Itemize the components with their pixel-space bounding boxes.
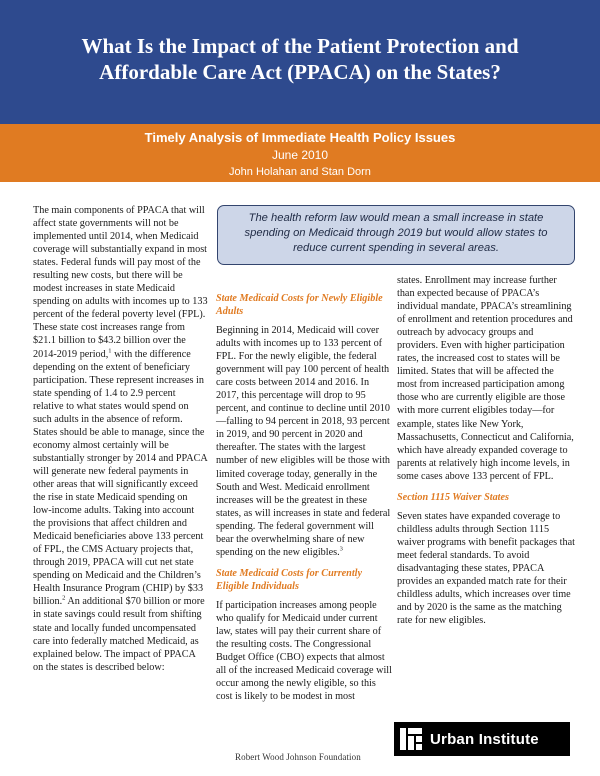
publication-date: June 2010	[271, 148, 329, 162]
section-heading-1115-waiver: Section 1115 Waiver States	[397, 491, 509, 503]
newly-eligible-paragraph	[216, 324, 392, 559]
newly-eligible-text: Beginning in 2014, Medicaid will cover adults with incomes up to 133 percent of FPL. For the newly eligible, the federal government will pay 100 percent of health care costs between 2014 and 2016. In 2017, this percentage will drop to 95 percent, and continue to decline until 2010—falling to 94 percent in 2018, 93 percent in 2019, and 90 percent in 2020 and thereafter. The states with the largest number of new eligibles will be those with limited coverage today, generally in the South and West. Medicaid enrollment increases will be the greatest in these states, as will increases in state and federal spending. The federal government will bear the overwhelming share of new spending on the new eligibles.	[216, 325, 391, 558]
urban-institute-logo	[394, 722, 570, 756]
enrollment-paragraph: states. Enrollment may increase further than expected because of PPACA’s individual mandate, PPACA’s streamlining of enrollment and retention procedures and outreach by advocacy groups and providers. Even with higher participation rates, the increased cost to states will be limited. States that will be affected the most from increased participation among those who are currently eligible are those with more current eligibles today—for example, states like New York, Massachusetts, Connecticut and California, which have already expanded coverage to parents at relatively high income levels, in some cases above 133 percent of FPL.	[397, 275, 574, 482]
title-banner	[0, 0, 600, 124]
series-subtitle: Timely Analysis of Immediate Health Policy Issues	[144, 130, 456, 145]
currently-eligible-paragraph: If participation increases among people who qualify for Medicaid under current law, states will pay their current share of the resulting costs. The Congressional Budget Office (CBO) expects that almost all of the increased Medicaid coverage will occur among the newly eligible, so this cost is likely to be modest in most	[216, 599, 392, 703]
footnote-ref-2: 2	[62, 595, 66, 603]
section-heading-newly-eligible: State Medicaid Costs for Newly Eligible Adults	[216, 293, 383, 317]
column-left	[33, 204, 208, 674]
footnote-ref-1: 1	[108, 347, 112, 355]
intro-paragraph	[33, 204, 208, 674]
section-heading-currently-eligible: State Medicaid Costs for Currently Eligible Individuals	[216, 567, 363, 592]
subtitle-banner	[0, 124, 600, 182]
footnote-ref-3: 3	[339, 545, 343, 553]
rwj-foundation-logo: Robert Wood Johnson Foundation	[235, 752, 361, 762]
callout-box	[217, 205, 575, 265]
intro-text-part-2: with the difference depending on the extent of beneficiary participation. These represent increases in state spending of 1.4 to 2.9 percent relative to what states would spend on such adults in the absence of reform. States should be able to manage, since the economy almost certainly will be substantially stronger by 2014 and PPACA will generate new federal payments in other areas that will significantly exceed the rise in state Medicaid spending on low-income adults. Taking into account the provisions that affect children and Medicaid beneficiaries above 133 percent of FPL, the CMS Actuary projects that, through 2019, PPACA will cut net state spending on Medicaid and the Children’s Health Insurance Program (CHIP) by $33 billion.	[33, 348, 208, 608]
intro-text-part-1: The main components of PPACA that will affect state governments will not be implemented until 2014, when Medicaid coverage will substantially expand in most states. Federal funds will pay most of the resulting new costs, but there will be modest increases in state Medicaid spending on adults with incomes up to 133 percent of the federal poverty level (FPL). These state cost increases range from $21.1 billion to $43.2 billion over the 2014-2019 period,	[33, 205, 208, 360]
urban-institute-mark-icon	[398, 726, 424, 752]
urban-institute-wordmark: Urban Institute	[430, 730, 539, 748]
callout-text: The health reform law would mean a small increase in state spending on Medicaid through 2019 but would allow states to reduce current spending in several areas.	[244, 212, 548, 254]
column-middle	[216, 292, 392, 703]
waiver-paragraph: Seven states have expanded coverage to childless adults through Section 1115 waiver programs with benefit packages that meet federal standards. To avoid disadvantaging these states, PPACA provides an expanded match rate for their childless adults, which increases over time and by 2020 is the same as the matching rate for new eligibles.	[397, 510, 575, 627]
column-right	[397, 274, 575, 627]
page-title: What Is the Impact of the Patient Protection and Affordable Care Act (PPACA) on the States?	[81, 34, 519, 84]
authors: John Holahan and Stan Dorn	[229, 166, 371, 178]
intro-text-part-3: An additional $70 billion or more in state savings could result from shifting state and locally funded uncompensated care into federally matched Medicaid, as explained below. The impact of PPACA on the states is described below:	[33, 596, 205, 673]
